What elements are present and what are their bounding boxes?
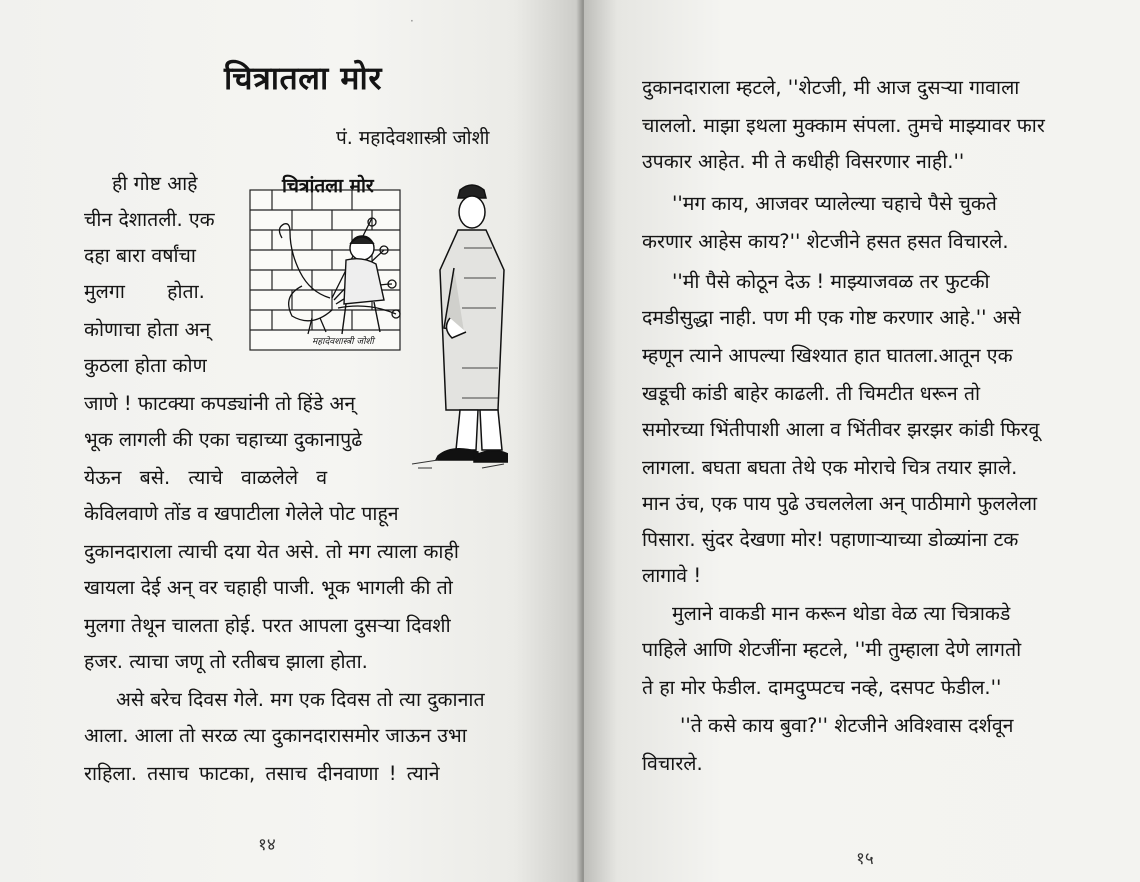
text-line: ''मी पैसे कोठून देऊ ! माझ्याजवळ तर फुटकी xyxy=(672,270,990,293)
text-line: दुकानदाराला त्याची दया येत असे. तो मग त्याला काही xyxy=(84,540,459,563)
text-line: चाललो. माझा इथला मुक्काम संपला. तुमचे माझ्यावर फार xyxy=(642,114,1045,137)
page-number-right: १५ xyxy=(856,849,874,869)
text-line: खायला देई अन् वर चहाही पाजी. भूक भागली की तो xyxy=(84,576,453,599)
text-line: पिसारा. सुंदर देखणा मोर! पहाणाऱ्याच्या डोळ्यांना टक xyxy=(642,528,1019,551)
text-line: लागावे ! xyxy=(642,564,702,587)
text-line: पाहिले आणि शेटजींना म्हटले, ''मी तुम्हाला देणे लागतो xyxy=(642,638,1022,661)
text-line: करणार आहेस काय?'' शेटजीने हसत हसत विचारले. xyxy=(642,230,1009,253)
text-line: लागला. बघता बघता तेथे एक मोराचे चित्र तयार झाले. xyxy=(642,456,1018,479)
text-line: मुलगा तेथून चालता होई. परत आपला दुसऱ्या दिवशी xyxy=(84,614,451,637)
text-line: समोरच्या भिंतीपाशी आला व भिंतीवर झरझर कांडी फिरवू xyxy=(642,418,1040,441)
text-line: भूक लागली की एका चहाच्या दुकानापुढे xyxy=(84,428,363,451)
text-line: मुलगा होता. xyxy=(84,280,205,303)
author-name: पं. महादेवशास्त्री जोशी xyxy=(336,127,490,149)
top-mark: · xyxy=(410,14,414,28)
text-line: हजर. त्याचा जणू तो रतीबच झाला होता. xyxy=(84,650,368,673)
text-line: ते हा मोर फेडील. दामदुप्पटच नव्हे, दसपट फेडील.'' xyxy=(642,676,1002,699)
illustration-signature: महादेवशास्त्री जोशी xyxy=(312,337,374,347)
text-line: दुकानदाराला म्हटले, ''शेटजी, मी आज दुसऱ्या गावाला xyxy=(642,76,1020,99)
text-line: ''ते कसे काय बुवा?'' शेटजीने अविश्वास दर्शवून xyxy=(680,714,1014,737)
text-line: कोणाचा होता अन् xyxy=(84,318,211,341)
text-line: दहा बारा वर्षांचा xyxy=(84,244,196,267)
text-line: असे बरेच दिवस गेले. मग एक दिवस तो त्या दुकानात xyxy=(116,688,485,711)
text-line: ''मग काय, आजवर प्यालेल्या चहाचे पैसे चुकते xyxy=(672,192,997,215)
story-title: चित्रातला मोर xyxy=(224,59,382,97)
text-line: येऊन बसे. त्याचे वाळलेले व xyxy=(84,466,328,489)
text-line: उपकार आहेत. मी ते कधीही विसरणार नाही.'' xyxy=(642,150,965,173)
text-line: राहिला. तसाच फाटका, तसाच दीनवाणा ! त्याने xyxy=(84,762,440,785)
text-line: विचारले. xyxy=(642,752,703,775)
text-line: केविलवाणे तोंड व खपाटीला गेलेले पोट पाहून xyxy=(84,502,399,525)
page-number-left: १४ xyxy=(258,835,276,855)
illustration-caption: चित्रांतला मोर xyxy=(282,175,374,197)
text-line: दमडीसुद्धा नाही. पण मी एक गोष्ट करणार आहे.'' असे xyxy=(642,306,1021,329)
text-line: आला. आला तो सरळ त्या दुकानदारासमोर जाऊन उभा xyxy=(84,724,467,747)
text-line: जाणे ! फाटक्या कपड्यांनी तो हिंडे अन् xyxy=(84,392,356,415)
text-line: ही गोष्ट आहे xyxy=(112,172,198,195)
text-line: कुठला होता कोण xyxy=(84,354,207,377)
text-line: चीन देशातली. एक xyxy=(84,208,215,231)
text-line: म्हणून त्याने आपल्या खिश्यात हात घातला.आतून एक xyxy=(642,344,1013,367)
text-line: मुलाने वाकडी मान करून थोडा वेळ त्या चित्राकडे xyxy=(672,602,1011,625)
text-line: खडूची कांडी बाहेर काढली. ती चिमटीत धरून तो xyxy=(642,382,981,405)
right-page xyxy=(584,0,1140,882)
text-line: मान उंच, एक पाय पुढे उचललेला अन् पाठीमागे फुललेला xyxy=(642,492,1038,515)
